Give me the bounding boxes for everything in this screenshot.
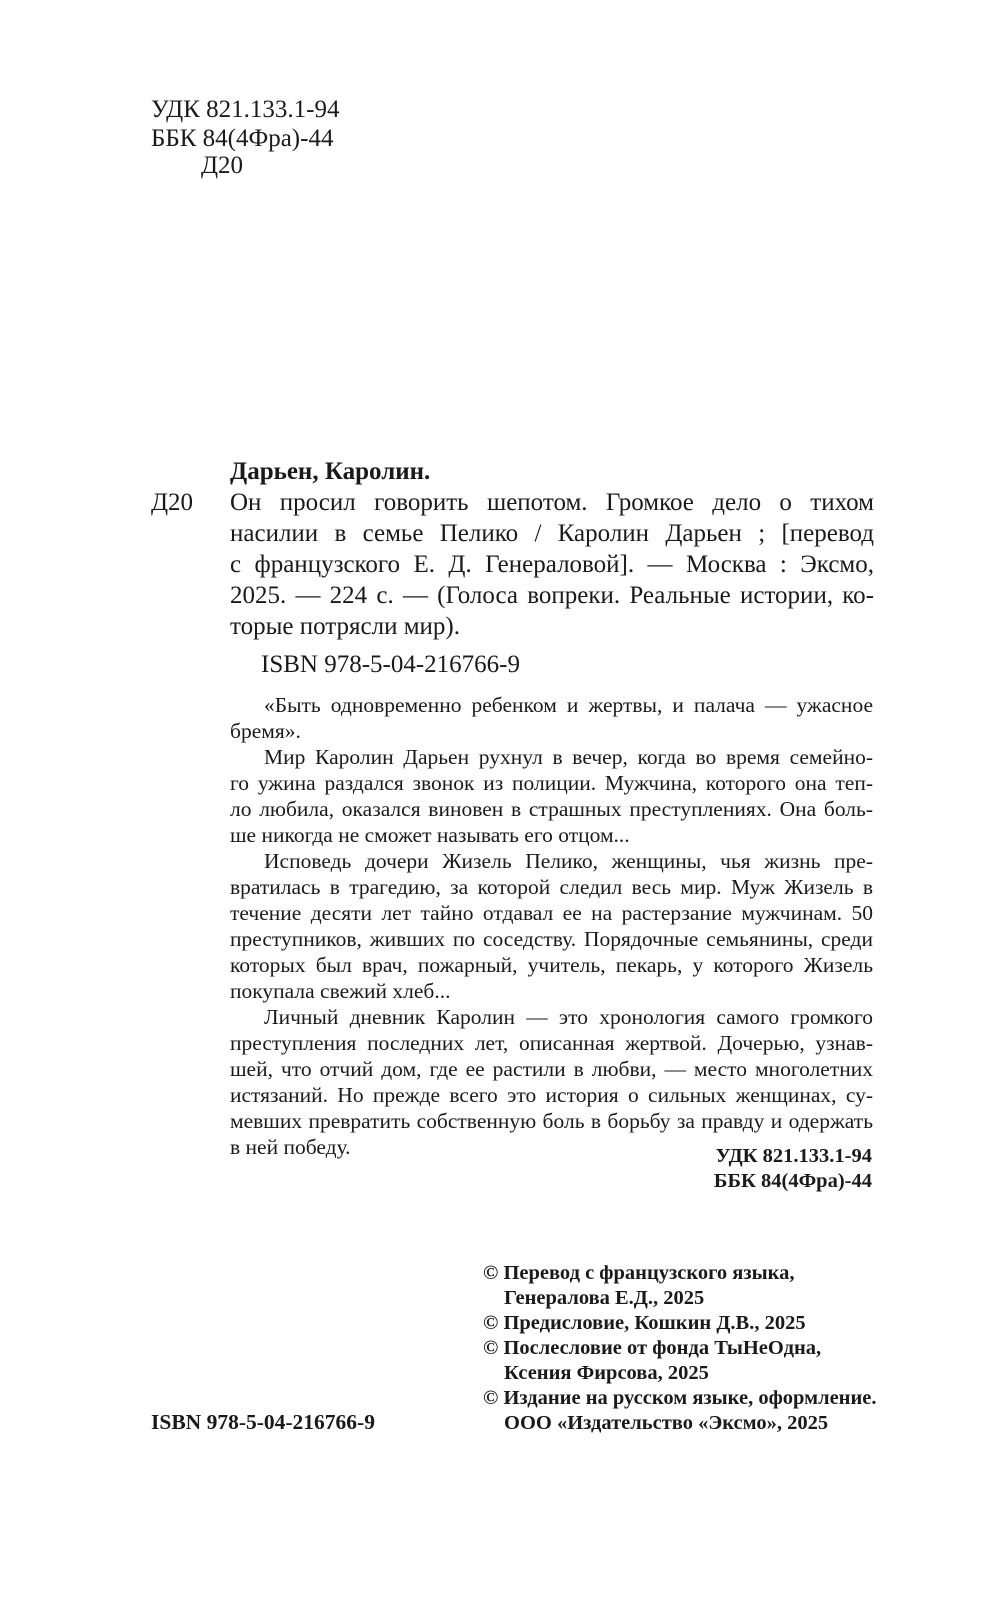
classification-udk: УДК 821.133.1-94 — [715, 1145, 872, 1167]
annotation-line: Исповедь дочери Жизель Пелико, женщины, чья жизнь пре- — [264, 849, 873, 873]
header-bbk: ББК 84(4Фра)-44 — [151, 125, 334, 152]
record-line: торые потрясли мир). — [230, 613, 460, 640]
record-author-mark: Д20 — [151, 489, 194, 516]
copyright-line: © Послесловие от фонда ТыНеОдна, — [483, 1337, 822, 1359]
copyright-line: © Издание на русском языке, оформление. — [483, 1387, 877, 1409]
record-line: 2025. — 224 с. — (Голоса вопреки. Реальные истории, ко- — [230, 582, 874, 609]
annotation-line: преступников, живших по соседству. Порядочные семьянины, среди — [230, 927, 873, 951]
annotation-line: го ужина раздался звонок из полиции. Мужчина, которого она теп- — [230, 771, 873, 795]
record-line: с французского Е. Д. Генераловой]. — Москва : Эксмо, — [230, 551, 874, 578]
record-line: Он просил говорить шепотом. Громкое дело о тихом — [230, 489, 874, 516]
annotation-line: преступления последних лет, описанная жертвой. Дочерью, узнав- — [230, 1031, 873, 1055]
record-isbn: ISBN 978-5-04-216766-9 — [261, 651, 521, 678]
classification-bbk: ББК 84(4Фра)-44 — [713, 1170, 872, 1192]
record-author: Дарьен, Каролин. — [230, 458, 431, 485]
copyright-line: ООО «Издательство «Эксмо», 2025 — [504, 1412, 829, 1434]
annotation-line: ло любила, оказался виновен в страшных преступлениях. Она боль- — [230, 797, 873, 821]
annotation-line: покупала свежий хлеб... — [230, 979, 451, 1003]
copyright-line: Генералова Е.Д., 2025 — [504, 1287, 705, 1309]
annotation-line: Личный дневник Каролин — это хронология самого громкого — [264, 1005, 873, 1029]
annotation-line: истязаний. Но прежде всего это история о сильных женщинах, су- — [230, 1083, 873, 1107]
annotation-line: мевших превратить собственную боль в борьбу за правду и одержать — [230, 1109, 873, 1133]
annotation-line: ше никогда не сможет называть его отцом... — [230, 823, 630, 847]
copyright-line: © Перевод с французского языка, — [483, 1262, 795, 1284]
annotation-line: бремя». — [230, 719, 301, 743]
header-udk: УДК 821.133.1-94 — [151, 96, 340, 123]
copyright-line: © Предисловие, Кошкин Д.В., 2025 — [483, 1312, 806, 1334]
footer-isbn: ISBN 978-5-04-216766-9 — [151, 1410, 375, 1434]
annotation — [230, 692, 873, 1160]
copyright-line: Ксения Фирсова, 2025 — [504, 1362, 709, 1384]
annotation-line: вратилась в трагедию, за которой следил весь мир. Муж Жизель в — [230, 875, 873, 899]
record-description — [230, 487, 874, 642]
record-line: насилии в семье Пелико / Каролин Дарьен ; [перевод — [230, 520, 874, 547]
header-author-mark: Д20 — [201, 152, 244, 179]
annotation-line: течение десяти лет тайно отдавал ее на растерзание мужчинам. 50 — [230, 901, 873, 925]
annotation-line: «Быть одновременно ребенком и жертвы, и палача — ужасное — [264, 693, 873, 717]
annotation-line: Мир Каролин Дарьен рухнул в вечер, когда во время семейно- — [264, 745, 873, 769]
annotation-line: шей, что отчий дом, где ее растили в любви, — место многолетних — [230, 1057, 873, 1081]
annotation-line: в ней победу. — [230, 1135, 351, 1159]
annotation-line: которых был врач, пожарный, учитель, пекарь, у которого Жизель — [230, 953, 873, 977]
